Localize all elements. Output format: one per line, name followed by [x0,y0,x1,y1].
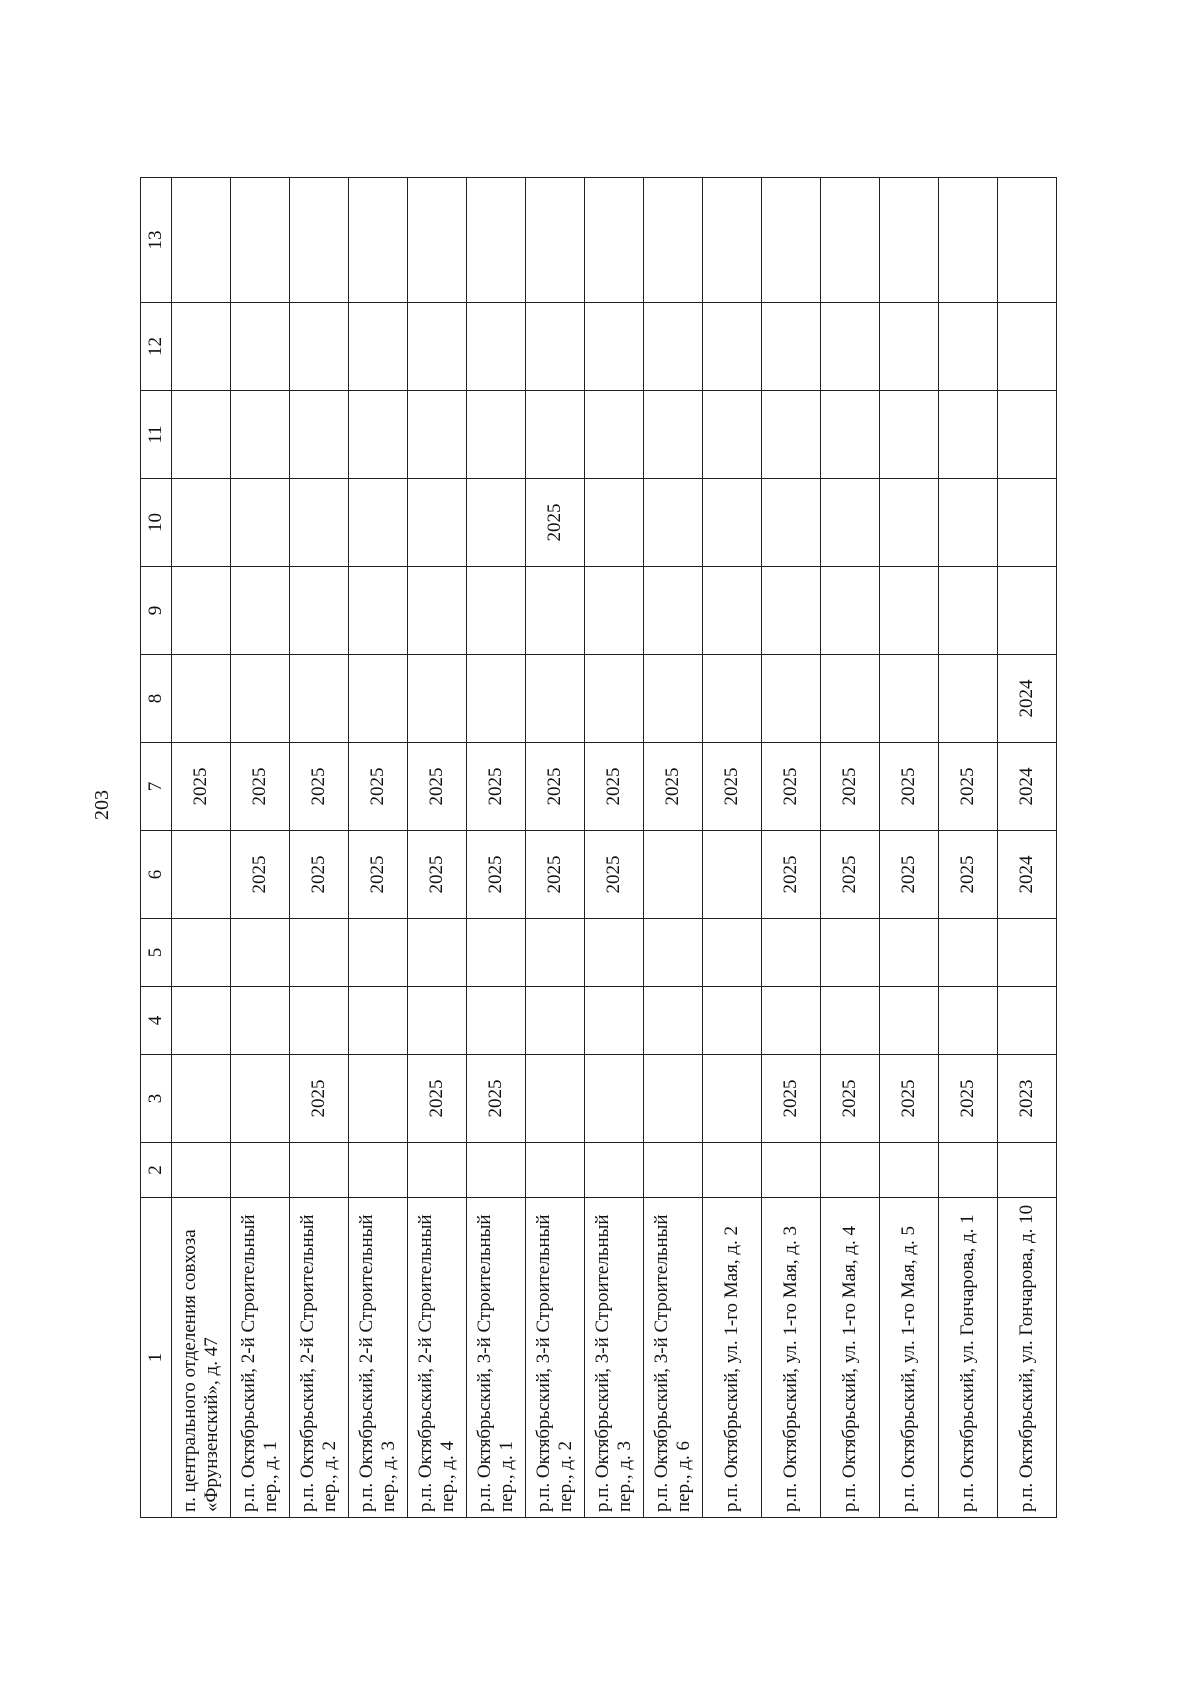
year-cell [821,919,880,987]
year-cell [880,391,939,479]
year-cell [290,919,349,987]
year-cell [821,655,880,743]
year-cell [526,391,585,479]
year-cell: 2025 [467,1055,526,1143]
column-header: 1 [141,1198,172,1518]
year-cell [231,1143,290,1198]
year-cell [821,567,880,655]
year-cell [703,987,762,1055]
year-cell [526,567,585,655]
year-cell [644,831,703,919]
year-cell [939,303,998,391]
year-cell [467,303,526,391]
year-cell [408,178,467,303]
year-cell [290,655,349,743]
year-cell [231,391,290,479]
year-cell [939,391,998,479]
year-cell: 2025 [526,743,585,831]
year-cell [467,391,526,479]
year-cell [585,178,644,303]
address-cell: р.п. Октябрьский, 2-й Строительный пер., д. 3 [349,1198,408,1518]
year-cell [821,391,880,479]
year-cell: 2025 [467,743,526,831]
rotated-table-container [140,178,1060,1518]
year-cell [939,479,998,567]
address-cell: р.п. Октябрьский, 2-й Строительный пер., д. 1 [231,1198,290,1518]
column-header: 4 [141,987,172,1055]
table-row [526,178,585,1518]
address-cell: р.п. Октябрьский, ул. Гончарова, д. 10 [998,1198,1057,1518]
year-cell [762,1143,821,1198]
year-cell [231,1055,290,1143]
table-row [644,178,703,1518]
year-cell [408,479,467,567]
year-cell [349,178,408,303]
year-cell [290,391,349,479]
address-cell: р.п. Октябрьский, 3-й Строительный пер., д. 2 [526,1198,585,1518]
year-cell [467,919,526,987]
column-header: 12 [141,303,172,391]
year-cell [703,391,762,479]
column-header: 2 [141,1143,172,1198]
year-cell [762,987,821,1055]
year-cell [762,919,821,987]
column-header: 7 [141,743,172,831]
year-cell [585,303,644,391]
year-cell [821,178,880,303]
year-cell: 2025 [939,743,998,831]
year-cell [408,655,467,743]
year-cell [172,831,231,919]
year-cell [467,987,526,1055]
year-cell [644,567,703,655]
year-cell [526,1143,585,1198]
year-cell [939,1143,998,1198]
table-row [290,178,349,1518]
year-cell [526,655,585,743]
address-cell: р.п. Октябрьский, 2-й Строительный пер., д. 4 [408,1198,467,1518]
year-cell [644,1055,703,1143]
year-cell: 2025 [821,743,880,831]
year-cell [467,178,526,303]
data-table [140,177,1057,1518]
year-cell [172,987,231,1055]
year-cell [703,919,762,987]
year-cell [172,1055,231,1143]
header-row [141,178,172,1518]
year-cell [644,1143,703,1198]
address-cell: р.п. Октябрьский, 2-й Строительный пер., д. 2 [290,1198,349,1518]
year-cell [349,987,408,1055]
year-cell: 2025 [762,831,821,919]
year-cell: 2025 [585,831,644,919]
year-cell [703,178,762,303]
year-cell: 2025 [762,743,821,831]
year-cell: 2024 [998,655,1057,743]
year-cell [644,987,703,1055]
table-row [172,178,231,1518]
year-cell: 2025 [290,831,349,919]
year-cell [644,178,703,303]
year-cell [998,567,1057,655]
address-cell: п. центрального отделения совхоза «Фрунзенский», д. 47 [172,1198,231,1518]
year-cell [526,303,585,391]
year-cell: 2025 [349,831,408,919]
year-cell: 2025 [172,743,231,831]
year-cell [467,655,526,743]
address-cell: р.п. Октябрьский, 3-й Строительный пер., д. 1 [467,1198,526,1518]
year-cell [290,1143,349,1198]
year-cell [231,919,290,987]
year-cell [880,919,939,987]
column-header: 5 [141,919,172,987]
column-header: 6 [141,831,172,919]
year-cell [880,1143,939,1198]
year-cell: 2025 [290,743,349,831]
year-cell: 2025 [880,831,939,919]
year-cell: 2025 [408,1055,467,1143]
year-cell [585,479,644,567]
table-row [467,178,526,1518]
year-cell [349,391,408,479]
table-row [998,178,1057,1518]
year-cell [231,178,290,303]
year-cell [644,303,703,391]
year-cell [585,391,644,479]
table-row [939,178,998,1518]
year-cell [703,567,762,655]
year-cell [762,178,821,303]
year-cell: 2025 [939,831,998,919]
year-cell [762,303,821,391]
year-cell [349,1143,408,1198]
year-cell [880,655,939,743]
year-cell [408,303,467,391]
year-cell [644,391,703,479]
year-cell [526,987,585,1055]
year-cell: 2025 [349,743,408,831]
table-row [880,178,939,1518]
year-cell [526,178,585,303]
year-cell [821,1143,880,1198]
year-cell [349,655,408,743]
year-cell: 2024 [998,831,1057,919]
year-cell: 2025 [703,743,762,831]
year-cell [290,303,349,391]
year-cell: 2025 [762,1055,821,1143]
year-cell [585,655,644,743]
year-cell [467,567,526,655]
year-cell [880,178,939,303]
year-cell [408,1143,467,1198]
year-cell: 2025 [821,831,880,919]
year-cell [231,479,290,567]
address-cell: р.п. Октябрьский, ул. 1-го Мая, д. 4 [821,1198,880,1518]
year-cell: 2025 [585,743,644,831]
year-cell: 2024 [998,743,1057,831]
year-cell [703,1143,762,1198]
year-cell [703,831,762,919]
year-cell [290,479,349,567]
year-cell [644,919,703,987]
table-row [231,178,290,1518]
year-cell [998,919,1057,987]
year-cell [939,919,998,987]
year-cell: 2025 [231,743,290,831]
year-cell [172,303,231,391]
table-row [349,178,408,1518]
year-cell [172,919,231,987]
year-cell [703,479,762,567]
year-cell [762,479,821,567]
year-cell [349,919,408,987]
year-cell [231,567,290,655]
year-cell [880,987,939,1055]
year-cell [231,987,290,1055]
year-cell [644,479,703,567]
year-cell [703,655,762,743]
column-header: 10 [141,479,172,567]
table-body [172,178,1057,1518]
year-cell: 2025 [290,1055,349,1143]
year-cell: 2025 [526,479,585,567]
address-cell: р.п. Октябрьский, 3-й Строительный пер., д. 3 [585,1198,644,1518]
year-cell [821,479,880,567]
year-cell [880,303,939,391]
address-cell: р.п. Октябрьский, ул. 1-го Мая, д. 3 [762,1198,821,1518]
year-cell [467,479,526,567]
year-cell [703,303,762,391]
year-cell [585,567,644,655]
year-cell [762,391,821,479]
year-cell [290,178,349,303]
year-cell [408,987,467,1055]
table-row [762,178,821,1518]
column-header: 3 [141,1055,172,1143]
year-cell [998,178,1057,303]
year-cell [939,987,998,1055]
year-cell [172,391,231,479]
year-cell: 2025 [526,831,585,919]
column-header: 8 [141,655,172,743]
year-cell [998,987,1057,1055]
year-cell [349,567,408,655]
year-cell [998,391,1057,479]
column-header: 11 [141,391,172,479]
year-cell [172,178,231,303]
address-cell: р.п. Октябрьский, ул. Гончарова, д. 1 [939,1198,998,1518]
year-cell [762,655,821,743]
year-cell [231,655,290,743]
year-cell [408,919,467,987]
year-cell [172,1143,231,1198]
year-cell [880,567,939,655]
year-cell [998,303,1057,391]
year-cell [998,1143,1057,1198]
table-row [703,178,762,1518]
year-cell [939,567,998,655]
year-cell [467,1143,526,1198]
year-cell [939,178,998,303]
year-cell [526,919,585,987]
column-header: 13 [141,178,172,303]
table-row [821,178,880,1518]
year-cell: 2023 [998,1055,1057,1143]
year-cell [998,479,1057,567]
year-cell [585,987,644,1055]
year-cell [526,1055,585,1143]
year-cell [172,655,231,743]
year-cell [585,1143,644,1198]
year-cell [821,987,880,1055]
year-cell [349,479,408,567]
address-cell: р.п. Октябрьский, 3-й Строительный пер., д. 6 [644,1198,703,1518]
page-number: 203 [91,790,113,820]
year-cell [821,303,880,391]
year-cell: 2025 [939,1055,998,1143]
year-cell [290,567,349,655]
table-row [585,178,644,1518]
table-row [408,178,467,1518]
year-cell [644,655,703,743]
year-cell [408,391,467,479]
year-cell: 2025 [408,743,467,831]
year-cell [349,303,408,391]
year-cell [231,303,290,391]
year-cell [408,567,467,655]
year-cell [939,655,998,743]
year-cell [585,1055,644,1143]
year-cell: 2025 [408,831,467,919]
year-cell [290,987,349,1055]
year-cell [349,1055,408,1143]
year-cell [703,1055,762,1143]
year-cell: 2025 [467,831,526,919]
year-cell [762,567,821,655]
year-cell [172,567,231,655]
year-cell [585,919,644,987]
year-cell [880,479,939,567]
address-cell: р.п. Октябрьский, ул. 1-го Мая, д. 5 [880,1198,939,1518]
year-cell: 2025 [644,743,703,831]
year-cell: 2025 [880,743,939,831]
column-header: 9 [141,567,172,655]
year-cell: 2025 [821,1055,880,1143]
address-cell: р.п. Октябрьский, ул. 1-го Мая, д. 2 [703,1198,762,1518]
year-cell [172,479,231,567]
year-cell: 2025 [880,1055,939,1143]
year-cell: 2025 [231,831,290,919]
